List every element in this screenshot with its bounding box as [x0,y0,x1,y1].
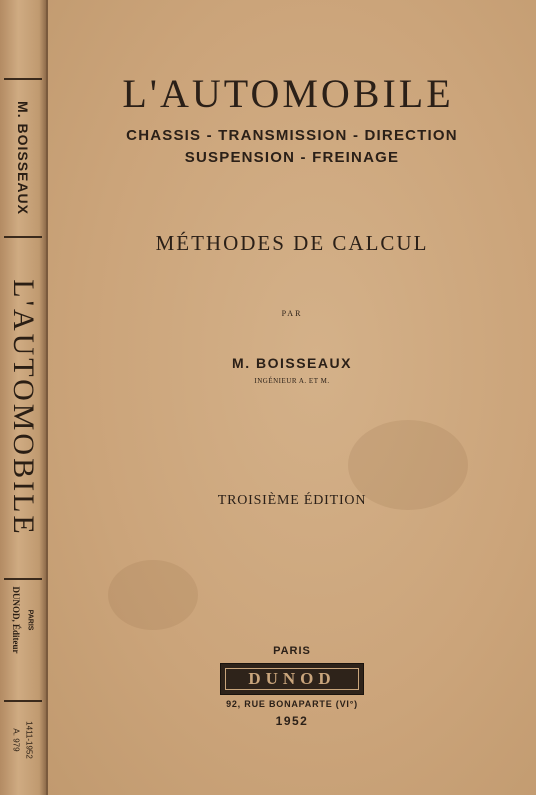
by-label: PAR [281,309,303,318]
publisher-logo-text: DUNOD [225,668,359,690]
spine-rule [4,236,42,238]
spine-number: 1411-1952 [24,721,34,759]
paper-stain [108,560,198,630]
book-subtitle-line2: SUSPENSION - FREINAGE [184,149,400,166]
spine-author: M. BOISSEAUX [15,101,31,215]
spine-publisher: DUNOD, Éditeur [11,586,21,654]
spine-rule [4,578,42,580]
book-spine [0,0,48,795]
publisher-city: PARIS [273,645,311,657]
front-cover [48,0,536,795]
publisher-logo [220,663,364,695]
author-credentials: INGÉNIEUR A. ET M. [254,377,330,385]
spine-city: PARIS [26,609,34,631]
author-name: M. BOISSEAUX [232,355,352,371]
spine-title: L'AUTOMOBILE [7,279,40,537]
spine-code: A. 979 [11,728,21,752]
publication-year: 1952 [275,714,309,728]
book-title: L'AUTOMOBILE [122,71,454,116]
publisher-address: 92, RUE BONAPARTE (VI°) [226,699,358,709]
spine-rule [4,78,42,80]
book-methods-title: MÉTHODES DE CALCUL [155,231,429,255]
spine-rule [4,700,42,702]
book-subtitle-line1: CHASSIS - TRANSMISSION - DIRECTION [126,127,458,144]
edition-label: TROISIÈME ÉDITION [217,493,367,508]
